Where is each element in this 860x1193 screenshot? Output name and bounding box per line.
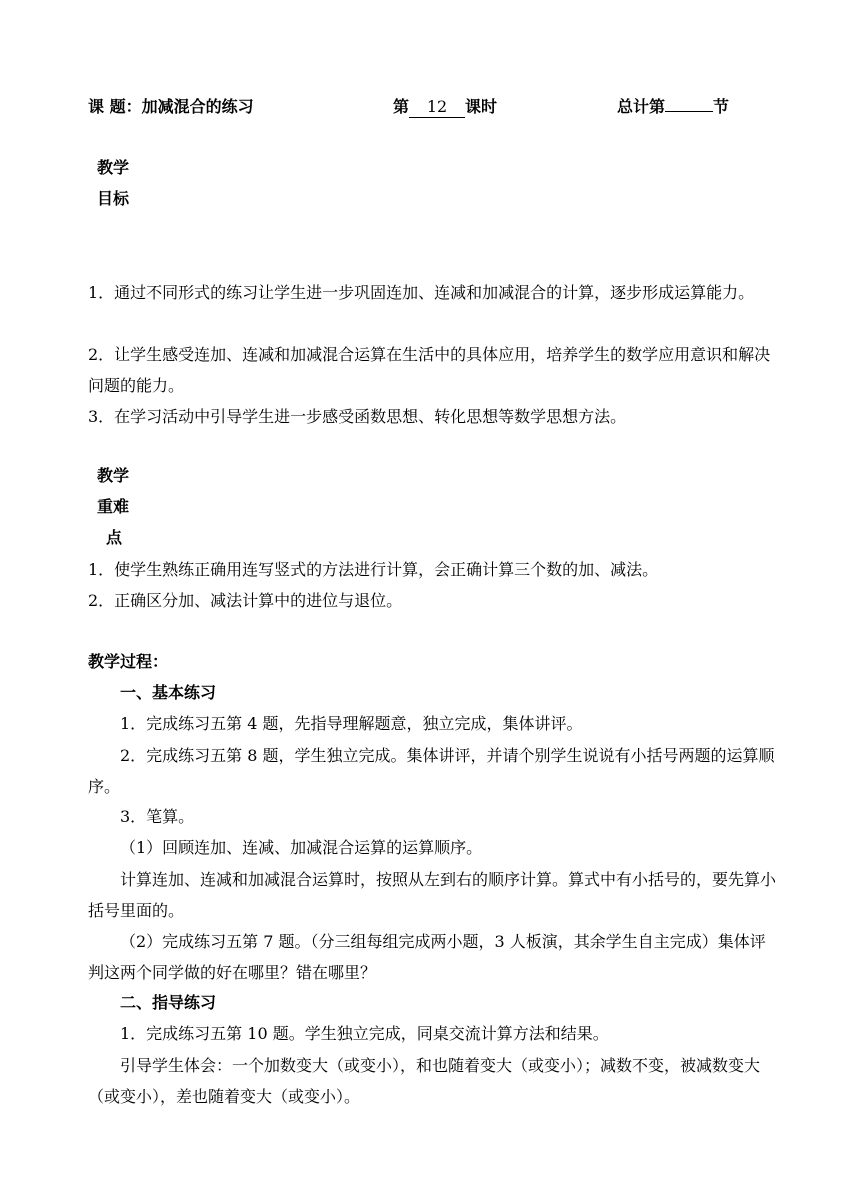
goal-item: 3．在学习活动中引导学生进一步感受函数思想、转化思想等数学思想方法。 xyxy=(88,407,627,426)
difficulty-item: 2．正确区分加、减法计算中的进位与退位。 xyxy=(88,591,403,610)
goal-item: 2．让学生感受连加、连减和加减混合运算在生活中的具体应用，培养学生的数学应用意识和解决问题的能力。 xyxy=(88,345,771,395)
lesson-suffix: 课时 xyxy=(465,97,498,116)
total-prefix: 总计第 xyxy=(617,97,666,116)
lesson-number: 12 xyxy=(409,97,465,118)
topic-title: 加减混合的练习 xyxy=(141,97,254,116)
process-paragraph: 1．完成练习五第 10 题。学生独立完成，同桌交流计算方法和结果。 xyxy=(120,1024,609,1043)
process-paragraph: 1．完成练习五第 4 题，先指导理解题意，独立完成，集体讲评。 xyxy=(120,714,583,733)
topic-line xyxy=(88,97,254,117)
total-count-line xyxy=(617,97,729,117)
process-paragraph: 计算连加、连减和加减混合运算时，按照从左到右的顺序计算。算式中有小括号的，要先算小括号里面的。 xyxy=(88,870,777,920)
difficulty-label-line3: 点 xyxy=(106,528,123,547)
section-title-basic-practice: 一、基本练习 xyxy=(120,683,217,702)
process-paragraph: 2．完成练习五第 8 题，学生独立完成。集体讲评，并请个别学生说说有小括号两题的运算顺序。 xyxy=(88,746,775,796)
difficulty-item: 1．使学生熟练正确用连写竖式的方法进行计算，会正确计算三个数的加、减法。 xyxy=(88,560,659,579)
total-suffix: 节 xyxy=(713,97,730,116)
total-blank xyxy=(665,111,713,112)
process-paragraph: 引导学生体会：一个加数变大（或变小），和也随着变大（或变小）；减数不变，被减数变大（或变小），差也随着变大（或变小）。 xyxy=(88,1056,761,1106)
topic-label: 课 题： xyxy=(88,97,142,116)
lesson-number-line xyxy=(393,97,497,118)
section-title-guided-practice: 二、指导练习 xyxy=(120,993,217,1012)
goals-label-line2: 目标 xyxy=(97,189,130,208)
difficulty-label-line2: 重难 xyxy=(97,497,130,516)
process-paragraph: （2）完成练习五第 7 题。（分三组每组完成两小题，3 人板演，其余学生自主完成）集体评判这两个同学做的好在哪里？错在哪里？ xyxy=(88,932,766,982)
process-paragraph: 3．笔算。 xyxy=(120,807,195,826)
goal-item: 1．通过不同形式的练习让学生进一步巩固连加、连减和加减混合的计算，逐步形成运算能力。 xyxy=(88,283,755,302)
goals-label-line1: 教学 xyxy=(97,158,130,177)
lesson-prefix: 第 xyxy=(393,97,410,116)
difficulty-label-line1: 教学 xyxy=(97,466,130,485)
process-paragraph: （1）回顾连加、连减、加减混合运算的运算顺序。 xyxy=(120,838,483,857)
process-title: 教学过程： xyxy=(88,652,169,671)
